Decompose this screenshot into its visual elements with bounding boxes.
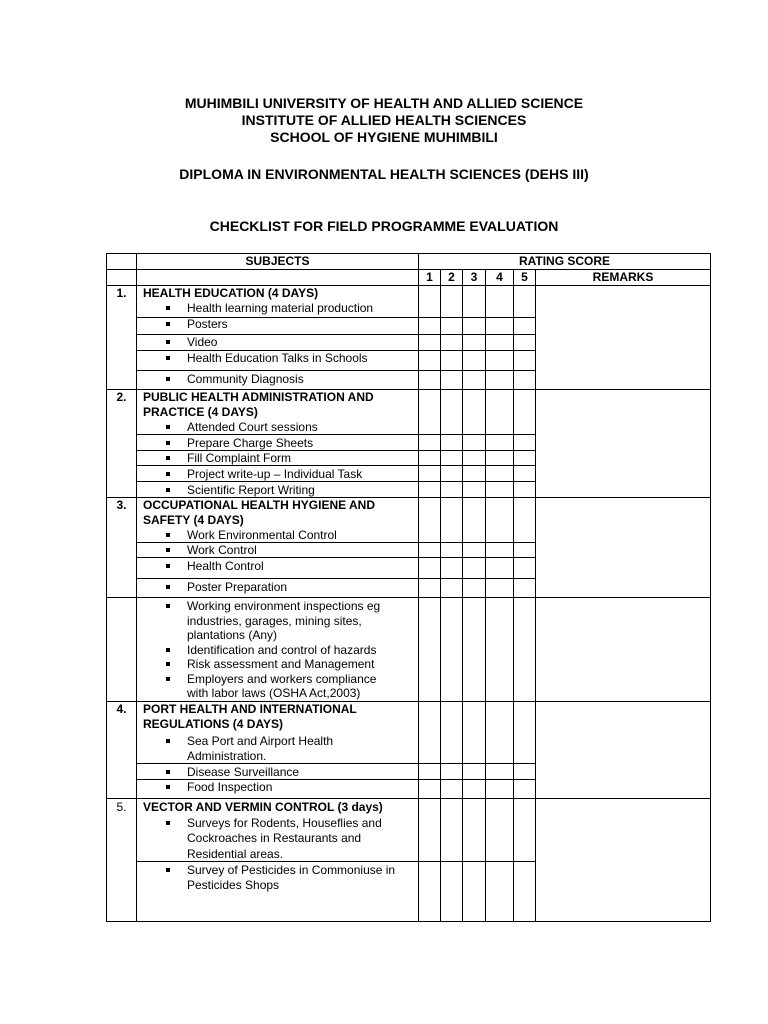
list-item: Risk assessment and Management <box>187 657 374 672</box>
list-item-cont: Residential areas. <box>187 847 284 861</box>
diploma-title: DIPLOMA IN ENVIRONMENTAL HEALTH SCIENCES (DEHS III) <box>179 166 589 182</box>
list-item: Video <box>187 335 217 350</box>
list-item: Posters <box>187 317 228 332</box>
list-item: Work Control <box>187 543 257 558</box>
list-item: Identification and control of hazards <box>187 643 376 658</box>
bullet-icon <box>166 868 170 872</box>
section-number: 1. <box>116 286 127 300</box>
bullet-icon <box>166 472 170 476</box>
list-item-cont: Pesticides Shops <box>187 878 280 892</box>
bullet-icon <box>166 785 170 789</box>
score-3-header: 3 <box>470 270 478 284</box>
section-title-cont: PRACTICE (4 DAYS) <box>143 405 258 419</box>
list-item: Working environment inspections eg <box>187 599 380 614</box>
bullet-icon <box>166 648 170 652</box>
list-item-cont: industries, garages, mining sites, <box>187 614 362 628</box>
section-title: OCCUPATIONAL HEALTH HYGIENE AND <box>143 498 376 512</box>
list-item: Health Control <box>187 559 264 574</box>
bullet-icon <box>166 377 170 381</box>
score-2-header: 2 <box>448 270 455 284</box>
bullet-icon <box>166 604 170 608</box>
score-1-header: 1 <box>426 270 433 284</box>
list-item: Attended Court sessions <box>187 420 318 435</box>
bullet-icon <box>166 441 170 445</box>
bullet-icon <box>166 739 170 743</box>
section-title: VECTOR AND VERMIN CONTROL (3 days) <box>143 800 383 814</box>
list-item: Prepare Charge Sheets <box>187 436 313 451</box>
section-number: 5. <box>116 800 127 814</box>
list-item: Project write-up – Individual Task <box>187 467 362 482</box>
bullet-icon <box>166 456 170 460</box>
list-item: Health Education Talks in Schools <box>187 351 368 366</box>
section-title: PORT HEALTH AND INTERNATIONAL <box>143 702 357 716</box>
bullet-icon <box>166 533 170 537</box>
bullet-icon <box>166 488 170 492</box>
bullet-icon <box>166 585 170 589</box>
list-item: Food Inspection <box>187 780 272 795</box>
list-item: Fill Complaint Form <box>187 451 291 466</box>
bullet-icon <box>166 821 170 825</box>
rating-score-header: RATING SCORE <box>518 254 611 268</box>
section-title-cont: REGULATIONS (4 DAYS) <box>143 717 284 731</box>
subjects-header: SUBJECTS <box>245 254 310 268</box>
list-item: Survey of Pesticides in Commoniuse in <box>187 863 395 878</box>
list-item-cont: Cockroaches in Restaurants and <box>187 831 362 845</box>
section-title-cont: SAFETY (4 DAYS) <box>143 513 244 527</box>
list-item: Health learning material production <box>187 301 373 316</box>
list-item: Work Environmental Control <box>187 528 337 543</box>
section-title: HEALTH EDUCATION (4 DAYS) <box>143 286 319 300</box>
school-title: SCHOOL OF HYGIENE MUHIMBILI <box>270 129 498 145</box>
section-number: 2. <box>116 390 127 404</box>
university-title: MUHIMBILI UNIVERSITY OF HEALTH AND ALLIED SCIENCE <box>184 95 584 111</box>
section-number: 4. <box>116 702 127 716</box>
institute-title: INSTITUTE OF ALLIED HEALTH SCIENCES <box>241 112 527 128</box>
bullet-icon <box>166 425 170 429</box>
bullet-icon <box>166 662 170 666</box>
bullet-icon <box>166 564 170 568</box>
bullet-icon <box>166 356 170 360</box>
bullet-icon <box>166 677 170 681</box>
remarks-header: REMARKS <box>592 270 654 284</box>
checklist-title: CHECKLIST FOR FIELD PROGRAMME EVALUATION <box>209 218 559 234</box>
list-item-cont: Administration. <box>187 749 267 763</box>
section-title: PUBLIC HEALTH ADMINISTRATION AND <box>143 390 374 404</box>
list-item: Scientific Report Writing <box>187 483 315 498</box>
list-item-cont: with labor laws (OSHA Act,2003) <box>187 686 361 700</box>
list-item: Disease Surveillance <box>187 765 299 780</box>
list-item: Sea Port and Airport Health <box>187 734 333 749</box>
list-item: Surveys for Rodents, Houseflies and <box>187 816 382 831</box>
list-item: Employers and workers compliance <box>187 672 376 687</box>
bullet-icon <box>166 548 170 552</box>
section-number: 3. <box>116 498 127 512</box>
score-4-header: 4 <box>496 270 503 284</box>
score-5-header: 5 <box>521 270 528 284</box>
list-item: Community Diagnosis <box>187 372 304 387</box>
bullet-icon <box>166 322 170 326</box>
bullet-icon <box>166 770 170 774</box>
list-item-cont: plantations (Any) <box>187 628 278 642</box>
bullet-icon <box>166 340 170 344</box>
bullet-icon <box>166 306 170 310</box>
list-item: Poster Preparation <box>187 580 287 595</box>
